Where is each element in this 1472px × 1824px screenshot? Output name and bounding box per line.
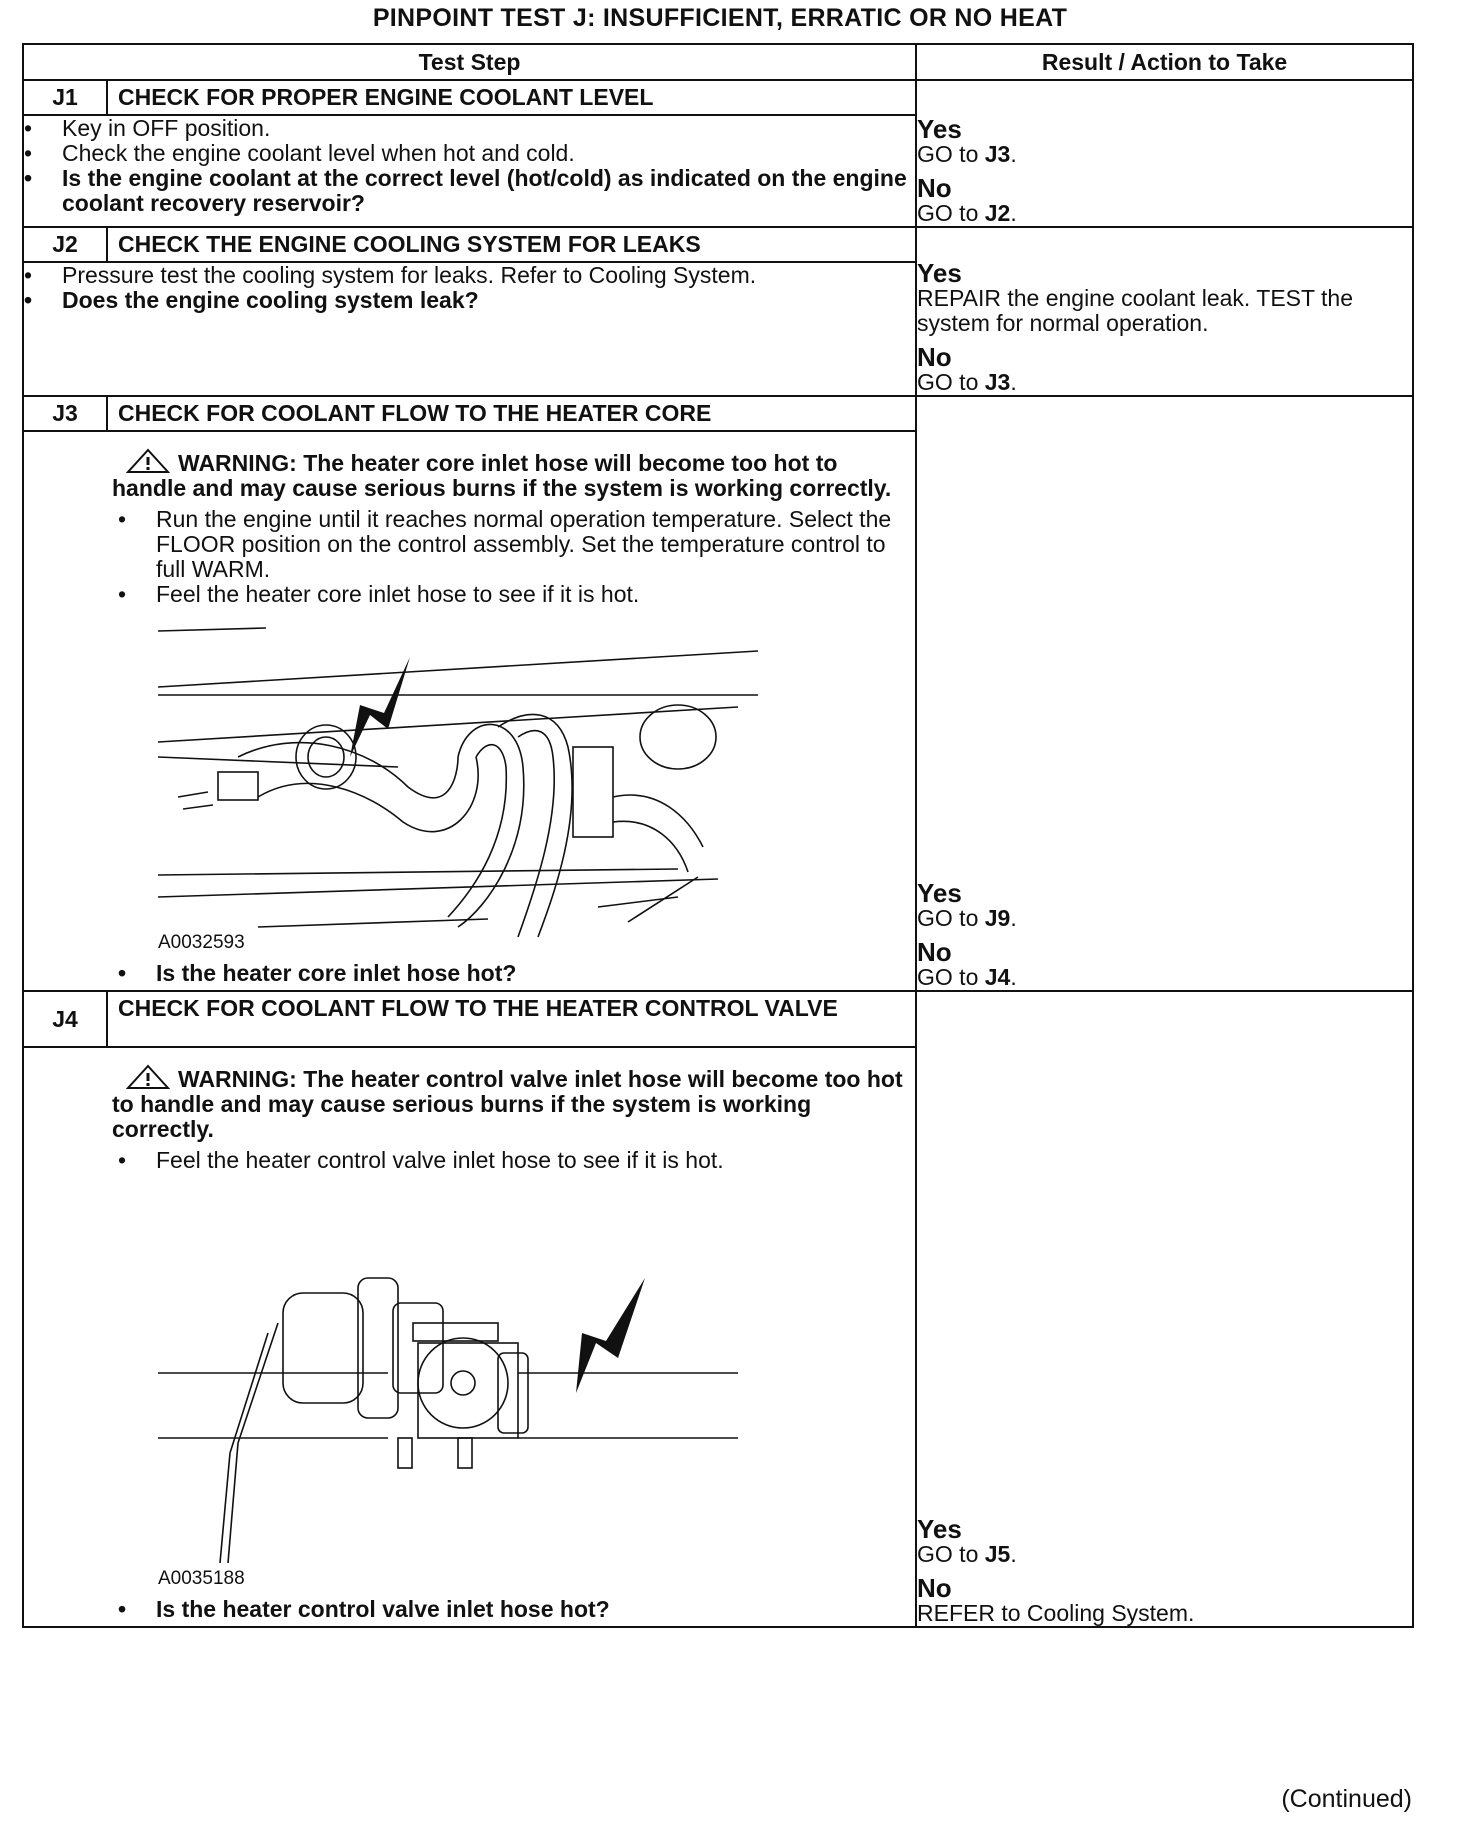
result-yes-action: GO to J5. <box>917 1541 1017 1567</box>
step-bullet: • Feel the heater core inlet hose to see if it is hot. <box>118 582 905 607</box>
step-question: • Does the engine cooling system leak? <box>24 288 915 313</box>
continued-note: (Continued) <box>1281 1785 1412 1813</box>
result-no-action: REFER to Cooling System. <box>917 1600 1195 1626</box>
result-no-label: No <box>917 1573 952 1603</box>
step-bullet: • Run the engine until it reaches normal operation temperature. Select the FLOOR position on the control assembly. Set the temperature control to full WARM. <box>118 507 905 582</box>
step-id: J2 <box>23 227 107 262</box>
step-id: J1 <box>23 80 107 115</box>
step-title: CHECK FOR COOLANT FLOW TO THE HEATER CONTROL VALVE <box>107 991 916 1047</box>
result-cell <box>916 396 1413 991</box>
step-title: CHECK FOR PROPER ENGINE COOLANT LEVEL <box>107 80 916 115</box>
step-title: CHECK FOR COOLANT FLOW TO THE HEATER CORE <box>107 396 916 431</box>
result-yes-label: Yes <box>917 114 962 144</box>
header-test-step: Test Step <box>23 44 916 80</box>
result-no-action: GO to J2. <box>917 200 1017 226</box>
result-yes-action: GO to J3. <box>917 141 1017 167</box>
step-id: J4 <box>23 991 107 1047</box>
warning: WARNING: The heater core inlet hose will become too hot to handle and may cause serious burns if the system is working correctly. <box>112 450 892 501</box>
step-body <box>23 1047 916 1627</box>
step-question: • Is the engine coolant at the correct level (hot/cold) as indicated on the engine coolant recovery reservoir? <box>24 166 915 216</box>
control-valve-drawing <box>158 1183 758 1593</box>
header-result: Result / Action to Take <box>916 44 1413 80</box>
result-no-action: GO to J4. <box>917 964 1017 990</box>
result-yes-label: Yes <box>917 258 962 288</box>
step-bullet: • Key in OFF position. <box>24 116 915 141</box>
step-id: J3 <box>23 396 107 431</box>
warning-triangle-icon <box>126 448 170 474</box>
result-yes-action: GO to J9. <box>917 905 1017 931</box>
step-body <box>23 262 916 396</box>
result-cell <box>916 991 1413 1627</box>
step-bullet: • Feel the heater control valve inlet hose to see if it is hot. <box>118 1148 905 1173</box>
warning: WARNING: The heater control valve inlet hose will become too hot to handle and may cause serious burns if the system is working correctly. <box>112 1066 903 1142</box>
step-body <box>23 431 916 991</box>
figure-label: A0035188 <box>158 1568 245 1589</box>
result-no-label: No <box>917 173 952 203</box>
result-cell <box>916 227 1413 396</box>
page-title: PINPOINT TEST J: INSUFFICIENT, ERRATIC OR NO HEAT <box>372 4 1068 32</box>
result-cell <box>916 80 1413 227</box>
step-question: • Is the heater control valve inlet hose hot? <box>118 1597 905 1622</box>
pinpoint-test-table <box>22 43 1414 1628</box>
step-question: • Is the heater core inlet hose hot? <box>118 961 905 986</box>
figure-label: A0032593 <box>158 932 245 953</box>
result-no-action: GO to J3. <box>917 369 1017 395</box>
heater-core-hose-illustration <box>158 617 758 957</box>
result-no-label: No <box>917 937 952 967</box>
result-yes-label: Yes <box>917 1514 962 1544</box>
result-no-label: No <box>917 342 952 372</box>
step-title: CHECK THE ENGINE COOLING SYSTEM FOR LEAKS <box>107 227 916 262</box>
step-bullet: • Pressure test the cooling system for leaks. Refer to Cooling System. <box>24 263 915 288</box>
step-body <box>23 115 916 227</box>
result-yes-label: Yes <box>917 878 962 908</box>
heater-hose-drawing <box>158 617 758 957</box>
step-bullet: • Check the engine coolant level when hot and cold. <box>24 141 915 166</box>
result-yes-action: REPAIR the engine coolant leak. TEST the system for normal operation. <box>917 285 1353 336</box>
heater-control-valve-illustration <box>158 1183 758 1593</box>
warning-triangle-icon <box>126 1064 170 1090</box>
